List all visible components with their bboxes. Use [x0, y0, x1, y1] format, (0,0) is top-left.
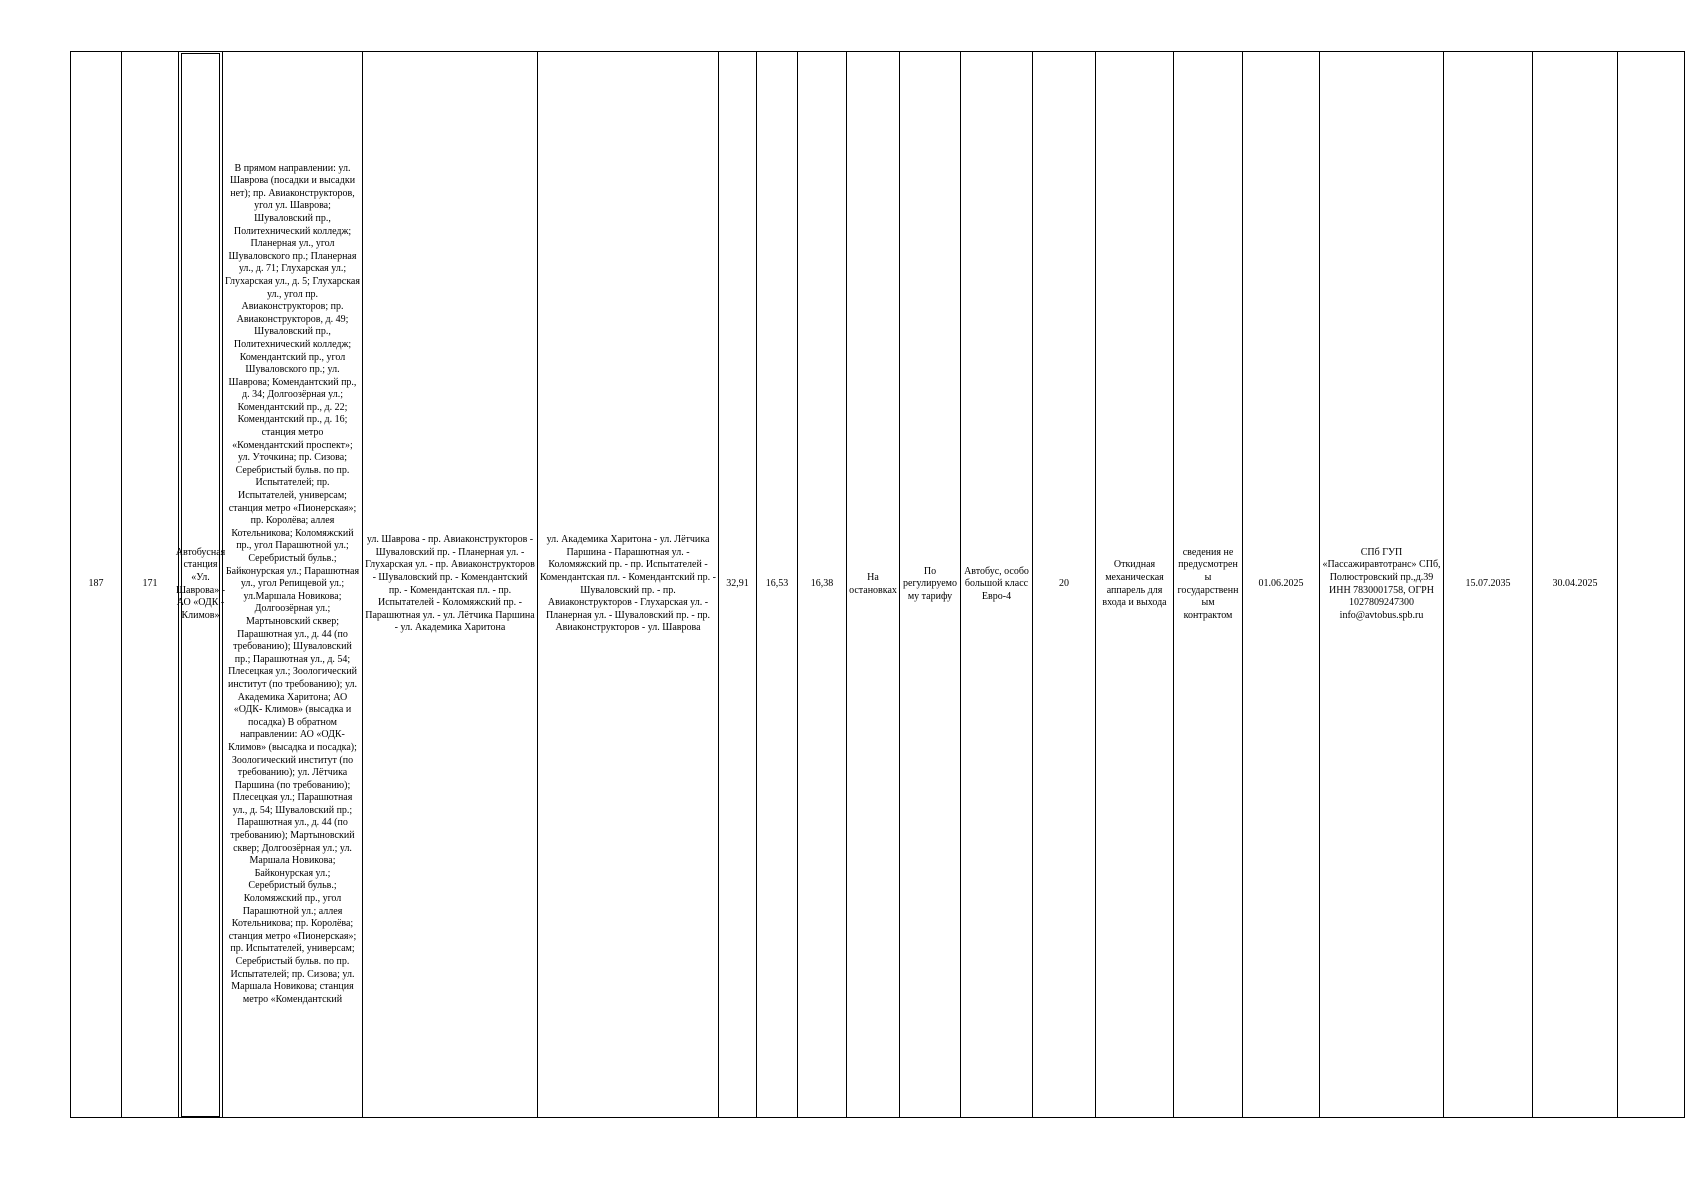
stops-cell	[223, 52, 363, 1118]
length-total-cell	[719, 52, 757, 1118]
max-count-cell	[1033, 52, 1096, 1118]
date-3-cell	[1533, 52, 1618, 1118]
vehicle-cell	[961, 52, 1033, 1118]
registry-number: 187	[88, 578, 104, 590]
stops-list: В прямом направлении: ул. Шаврова (посадки и высадки нет); пр. Авиаконструкторов, угол ул. Шаврова; Шуваловский пр., Политехнический колледж; Планерная ул., угол Шуваловского пр.; Планерная ул., д. 71; Глухарская ул.; Глухарская ул., д. 5; Глухарская ул., угол пр. Авиаконструкторов; пр. Авиаконструкторов, д. 49; Шуваловский пр., Политехнический колледж; Комендантский пр., угол Шуваловского пр.; ул. Шаврова; Комендантский пр., д. 34; Долгоозёрная ул.; Комендантский пр., д. 22; Комендантский пр., д. 16; станция метро «Комендантский проспект»; ул. Уточкина; пр. Сизова; Серебристый бульв. по пр. Испытателей; пр. Испытателей, универсам; станция метро «Пионерская»; пр. Королёва; аллея Котельникова; Коломяжский пр., угол Парашютной ул.; Серебристый бульв.; Байконурская ул.; Парашютная ул., угол Репищевой ул.; ул.Маршала Новикова; Долгоозёрная ул.; Мартыновский сквер; Парашютная ул., д. 44 (по требованию); Шуваловский пр.; Парашютная ул., д. 54; Плесецкая ул.; Зоологический институт (по требованию); ул. Академика Харитона; АО «ОДК- Климов» (высадка и посадка) В обратном направлении: АО «ОДК- Климов» (высадка и посадка); Зоологический институт (по требованию); ул. Лётчика Паршина (по требованию); Плесецкая ул.; Парашютная ул., д. 54; Шуваловский пр.; Парашютная ул., д. 44 (по требованию); Мартыновский сквер; Долгоозёрная ул.; ул. Маршала Новикова; Байконурская ул.; Серебристый бульв.; Коломяжский пр., угол Парашютной ул.; аллея Котельникова; пр. Королёва; станция метро «Пионерская»; пр. Испытателей, универсам; Серебристый бульв. по пр. Испытателей; пр. Сизова; ул. Маршала Новикова; станция метро «Комендантский	[225, 162, 360, 1005]
start-date: 01.06.2025	[1258, 578, 1304, 590]
carrier-info: СПб ГУП «Пассажиравтотранс» СПб, Полюстровский пр.,д.39 ИНН 7830001758, ОГРН 1027809247300 info@avtobus.spb.ru	[1322, 546, 1441, 621]
return-streets-cell	[538, 52, 719, 1118]
contract-date: 30.04.2025	[1552, 578, 1598, 590]
length-return: 16,38	[810, 578, 834, 590]
route-number: 171	[142, 578, 158, 590]
date-2-cell	[1444, 52, 1533, 1118]
last-cell	[1618, 52, 1685, 1118]
contract-info: сведения не предусмотрены государственным контрактом	[1177, 546, 1239, 621]
route-number-cell	[122, 52, 179, 1118]
length-return-cell	[798, 52, 847, 1118]
start-date-cell	[1243, 52, 1320, 1118]
boarding-procedure: На остановках	[849, 571, 897, 596]
equipment-cell	[1096, 52, 1174, 1118]
forward-streets-cell	[363, 52, 538, 1118]
length-forward: 16,53	[765, 578, 789, 590]
boarding-cell	[847, 52, 900, 1118]
vehicle-type: Автобус, особо большой класс Евро-4	[964, 565, 1029, 602]
route-name: Автобусная станция «Ул. Шаврова» - АО «ОДК - Климов»	[175, 546, 226, 621]
return-streets: ул. Академика Харитона - ул. Лётчика Паршина - Парашютная ул. - Коломяжский пр. - пр. Испытателей - Комендантская пл. - Комендантский пр. - Шуваловский пр. - пр. Авиаконструкторов - Глухарская ул. - Планерная ул. - Шуваловский пр. - пр. Авиаконструкторов - ул. Шаврова	[540, 534, 716, 634]
table-row	[71, 52, 1685, 1118]
route-name-cell	[175, 52, 226, 1118]
tariff-type: По регулируемому тарифу	[903, 565, 957, 602]
registry-number-cell	[71, 52, 122, 1118]
contract-info-cell	[1174, 52, 1243, 1118]
length-forward-cell	[757, 52, 798, 1118]
max-vehicle-count: 20	[1059, 578, 1069, 590]
forward-streets: ул. Шаврова - пр. Авиаконструкторов - Шуваловский пр. - Планерная ул. - Глухарская ул. - пр. Авиаконструкторов - Шуваловский пр. - Комендантский пр. - Комендантская пл. - пр. Испытателей - Коломяжский пр. - Парашютная ул. - ул. Лётчика Паршина - ул. Академика Харитона	[365, 534, 535, 634]
tariff-cell	[900, 52, 961, 1118]
route-registry-table	[70, 51, 1685, 1118]
carrier-cell	[1320, 52, 1444, 1118]
vehicle-equipment: Откидная механическая аппарель для входа и выхода	[1102, 559, 1167, 609]
length-total: 32,91	[726, 578, 749, 590]
end-date: 15.07.2035	[1465, 578, 1511, 590]
